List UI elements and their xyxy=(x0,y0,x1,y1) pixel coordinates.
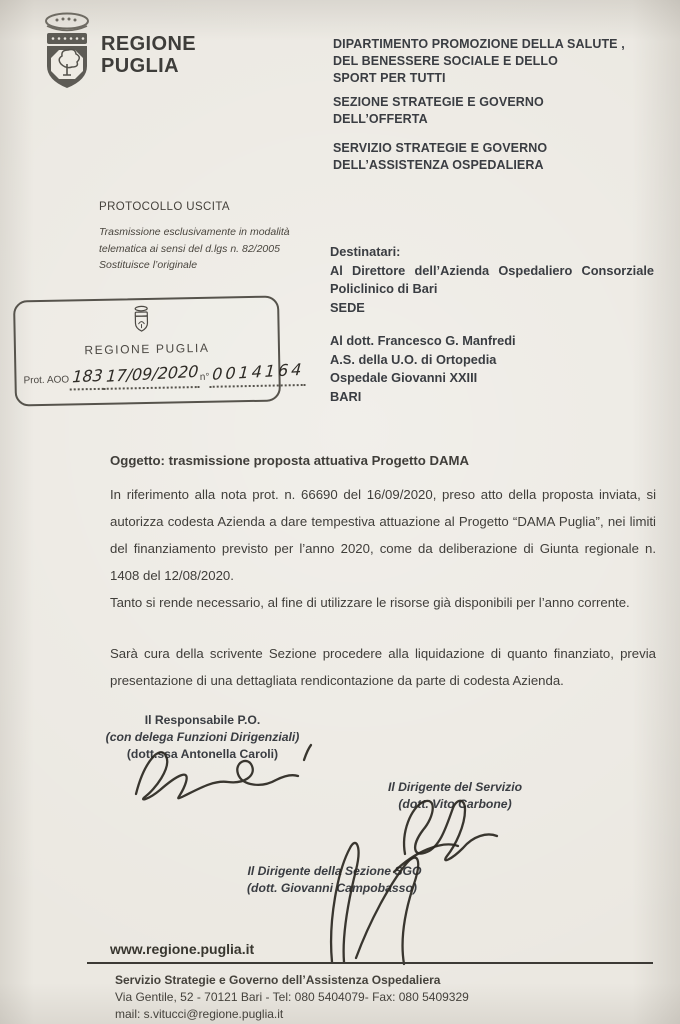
protocollo-note-line: telematica ai sensi del d.lgs n. 82/2005 xyxy=(99,242,280,255)
section-header xyxy=(333,94,653,128)
recipient-addressee-2-line: A.S. della U.O. di Ortopedia xyxy=(330,351,497,367)
recipient-sede: SEDE xyxy=(330,299,365,315)
brand-line-puglia: PUGLIA xyxy=(101,55,179,77)
body-paragraph-2: Tanto si rende necessario, al fine di utilizzare le risorse già disponibili per l’anno corrente. xyxy=(110,595,630,610)
website-text: www.regione.puglia.it xyxy=(110,941,255,957)
signature-subtitle: (con delega Funzioni Dirigenziali) xyxy=(105,730,300,744)
handwritten-protocol-number: 183 xyxy=(71,365,104,387)
signature-name: (dott. Giovanni Campobasso) xyxy=(247,881,417,895)
body-spacer xyxy=(110,616,656,640)
signature-block-dirigente-sezione xyxy=(247,863,422,897)
service-line: DELL’ASSISTENZA OSPEDALIERA xyxy=(333,158,544,172)
subject-line: Oggetto: trasmissione proposta attuativa Progetto DAMA xyxy=(110,453,470,468)
footer-office: Servizio Strategie e Governo dell’Assistenza Ospedaliera xyxy=(115,973,441,987)
signature-name: (dott.ssa Antonella Caroli) xyxy=(126,747,279,761)
stamp-prot-label: Prot. AOO xyxy=(23,374,70,387)
protocollo-note-line: Sostituisce l’originale xyxy=(99,259,198,271)
handwritten-protocol-serial: 0014164 xyxy=(211,359,305,384)
recipients-spacer xyxy=(330,317,654,332)
recipient-addressee-2-line: Ospedale Giovanni XXIII xyxy=(330,370,478,385)
protocollo-note xyxy=(99,224,319,274)
section-line: SEZIONE STRATEGIE E GOVERNO xyxy=(333,95,544,109)
regione-puglia-crest-icon xyxy=(36,8,98,92)
letter-body xyxy=(110,447,656,694)
stamp-n-label: n° xyxy=(199,371,210,383)
stamp-crest-icon xyxy=(131,305,152,335)
recipient-addressee-2-line: BARI xyxy=(330,388,362,404)
stamp-protocol-line xyxy=(23,359,305,399)
footer-address: Via Gentile, 52 - 70121 Bari - Tel: 080 5404079- Fax: 080 5409329 xyxy=(115,990,469,1004)
body-paragraph-3: Sarà cura della scrivente Sezione procedere alla liquidazione di quanto finanziato, previa presentazione di una dettagliata rendicontazione da parte di codesta Azienda. xyxy=(110,646,656,688)
signature-block-dirigente-servizio xyxy=(365,779,545,813)
body-paragraph-1: In riferimento alla nota prot. n. 66690 del 16/09/2020, preso atto della proposta inviata, si autorizza codesta Azienda a dare tempestiva attuazione al Progetto “DAMA Puglia”, nei limiti del finanziamento previsto per l’anno 2020, come da deliberazione di Giunta regionale n. 1408 del 12/08/2020. xyxy=(110,487,656,583)
recipient-addressee-1: Al Direttore dell’Azienda Ospedaliero Consorziale Policlinico di Bari xyxy=(330,262,654,296)
brand-wordmark xyxy=(101,33,196,77)
protocol-stamp xyxy=(13,295,305,406)
signature-name: (dott. Vito Carbone) xyxy=(398,797,512,811)
recipients-block xyxy=(330,243,654,406)
section-line: DELL’OFFERTA xyxy=(333,112,428,126)
brand-line-regione: REGIONE xyxy=(101,33,197,55)
service-line: SERVIZIO STRATEGIE E GOVERNO xyxy=(333,141,548,155)
recipient-addressee-2-line: Al dott. Francesco G. Manfredi xyxy=(330,333,516,348)
department-line: DEL BENESSERE SOCIALE E DELLO xyxy=(333,54,558,68)
signature-title: Il Responsabile P.O. xyxy=(144,713,261,727)
recipients-heading: Destinatari: xyxy=(330,244,401,259)
signature-title: Il Dirigente del Servizio xyxy=(387,780,523,794)
protocollo-note-line: Trasmissione esclusivamente in modalità xyxy=(99,226,290,238)
footer-mail: mail: s.vitucci@regione.puglia.it xyxy=(115,1007,284,1021)
campobasso-signature-ink xyxy=(296,836,466,968)
handwritten-protocol-date: 17/09/2020 xyxy=(105,361,200,386)
signature-title: Il Dirigente della Sezione SGO xyxy=(247,864,422,878)
department-line: DIPARTIMENTO PROMOZIONE DELLA SALUTE , xyxy=(333,37,625,51)
signature-block-responsabile xyxy=(105,712,300,763)
department-header xyxy=(333,36,653,87)
footer-contact-block xyxy=(115,972,655,1023)
service-header xyxy=(333,140,653,174)
footer-divider xyxy=(87,962,653,964)
department-line: SPORT PER TUTTI xyxy=(333,71,446,85)
stamp-org-label: REGIONE PUGLIA xyxy=(84,340,210,358)
protocollo-uscita-label: PROTOCOLLO USCITA xyxy=(99,201,230,213)
